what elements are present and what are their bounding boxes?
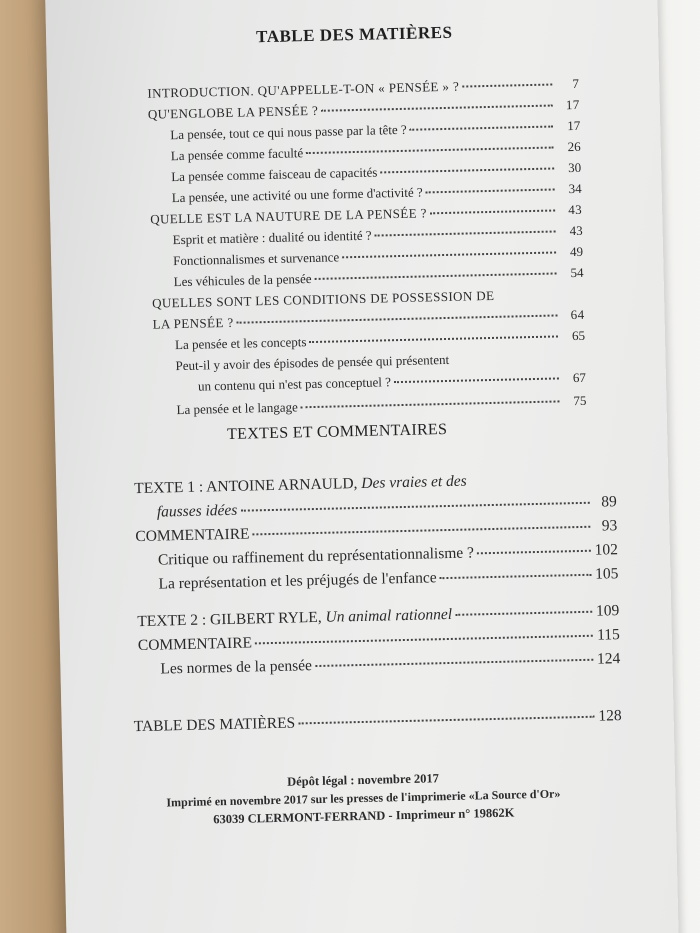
leader-dots bbox=[342, 250, 556, 258]
toc-entry-text: INTRODUCTION. QU'APPELLE-T-ON « PENSÉE » ? bbox=[147, 78, 460, 101]
toc-entry-page: 89 bbox=[601, 493, 617, 511]
toc-entry-page: 109 bbox=[595, 602, 620, 620]
toc-entry-text: Critique ou raffinement du représentationnalisme ? bbox=[157, 544, 475, 569]
toc-entry-text: Peut-il y avoir des épisodes de pensée qui présentent bbox=[175, 351, 450, 374]
leader-dots bbox=[375, 229, 556, 236]
toc-entry-page: 26 bbox=[567, 138, 581, 155]
leader-dots bbox=[430, 208, 555, 214]
toc-entry-page: 105 bbox=[594, 565, 619, 583]
toc-entry-text: QUELLES SONT LES CONDITIONS DE POSSESSION DE bbox=[151, 287, 495, 311]
toc-entry-text: La pensée et les concepts bbox=[174, 334, 307, 353]
leader-dots bbox=[253, 525, 591, 536]
toc-entry-page: 49 bbox=[569, 243, 584, 260]
book-page bbox=[45, 0, 679, 933]
toc-entry-page: 124 bbox=[596, 650, 621, 668]
toc-entry bbox=[173, 265, 583, 290]
toc-entry-page: 17 bbox=[565, 96, 580, 113]
leader-dots bbox=[255, 634, 593, 645]
toc-entry-page: 43 bbox=[569, 222, 583, 239]
commentary-1-label: COMMENTAIRE bbox=[135, 525, 250, 546]
leader-dots bbox=[315, 658, 593, 667]
toc-entry-text: La représentation et les préjugés de l'enfance bbox=[158, 569, 437, 593]
toc-entry-page: 128 bbox=[598, 707, 622, 725]
toc-entry bbox=[175, 328, 585, 353]
toc-entry bbox=[158, 541, 618, 569]
toc-entry-page: 17 bbox=[567, 117, 581, 134]
section-heading: TEXTES ET COMMENTAIRES bbox=[226, 420, 448, 443]
toc-entry-text: Les normes de la pensée bbox=[160, 657, 313, 678]
leader-dots bbox=[410, 125, 554, 131]
toc-entry bbox=[198, 370, 586, 395]
toc-entry-text: La pensée comme faculté bbox=[170, 145, 304, 164]
toc-entry-text: un contenu qui n'est pas conceptuel ? bbox=[197, 374, 392, 394]
toc-entry bbox=[176, 393, 586, 418]
toc-entry bbox=[134, 707, 622, 736]
toc-entry-text: Les véhicules de la pensée bbox=[173, 271, 312, 290]
leader-dots bbox=[394, 376, 559, 383]
toc-entry-page: 43 bbox=[568, 201, 583, 218]
leader-dots bbox=[306, 145, 554, 154]
toc-entry-page: 115 bbox=[596, 626, 620, 644]
printer-address: 63039 CLERMONT-FERRAND - Imprimeur n° 19862K bbox=[213, 805, 515, 827]
toc-entry-text: La pensée et le langage bbox=[176, 399, 298, 418]
page-title: TABLE DES MATIÈRES bbox=[255, 22, 453, 47]
leader-dots bbox=[301, 399, 560, 408]
toc-entry bbox=[160, 650, 620, 678]
toc-self-label: TABLE DES MATIÈRES bbox=[133, 714, 296, 736]
text-2-label: TEXTE 2 : GILBERT RYLE, bbox=[137, 608, 322, 631]
legal-deposit: Dépôt légal : novembre 2017 bbox=[286, 771, 440, 789]
toc-entry bbox=[137, 602, 619, 631]
toc-entry-text: QU'ENGLOBE LA PENSÉE ? bbox=[147, 102, 319, 122]
toc-entry-text: Fonctionnalismes et survenance bbox=[173, 249, 340, 269]
leader-dots bbox=[462, 83, 552, 88]
toc-entry bbox=[138, 626, 620, 655]
text-1-title: Des vraies et des bbox=[361, 472, 467, 492]
toc-entry-page: 54 bbox=[570, 264, 584, 281]
leader-dots bbox=[298, 715, 594, 725]
toc-entry bbox=[135, 517, 617, 546]
toc-entry-text: Esprit et matière : dualité ou identité ? bbox=[172, 227, 372, 248]
toc-entry-page: 34 bbox=[568, 180, 582, 197]
commentary-2-label: COMMENTAIRE bbox=[137, 634, 253, 655]
toc-entry bbox=[157, 493, 617, 521]
toc-entry-page: 67 bbox=[572, 369, 587, 386]
toc-entry-text: QUELLE EST LA NAUTURE DE LA PENSÉE ? bbox=[150, 205, 427, 227]
leader-dots bbox=[321, 104, 553, 112]
toc-entry-text: La pensée comme faisceau de capacités bbox=[171, 164, 378, 185]
text-1-label: TEXTE 1 : ANTOINE ARNAULD, bbox=[134, 475, 358, 498]
toc-entry-page: 75 bbox=[573, 392, 587, 409]
text-1-title-cont: fausses idées bbox=[156, 501, 238, 521]
text-1-heading bbox=[134, 473, 467, 499]
toc-entry-page: 65 bbox=[571, 327, 586, 344]
toc-entry-text: La pensée, tout ce qui nous passe par la tête ? bbox=[170, 121, 407, 143]
toc-entry-page: 7 bbox=[572, 75, 580, 92]
toc-entry-page: 102 bbox=[594, 541, 619, 559]
printer-info: Imprimé en novembre 2017 sur les presses de l'imprimerie «La Source d'Or» bbox=[166, 786, 561, 810]
toc-entry-text: LA PENSÉE ? bbox=[152, 314, 234, 332]
leader-dots bbox=[309, 334, 558, 343]
toc-entry bbox=[158, 565, 618, 593]
toc-entry-page: 93 bbox=[601, 517, 618, 535]
leader-dots bbox=[237, 313, 558, 323]
toc-entry-page: 30 bbox=[567, 159, 582, 176]
text-2-title: Un animal rationnel bbox=[325, 605, 453, 626]
leader-dots bbox=[477, 549, 591, 555]
leader-dots bbox=[380, 166, 554, 173]
leader-dots bbox=[426, 187, 555, 193]
toc-entry-page: 64 bbox=[570, 306, 585, 323]
leader-dots bbox=[314, 271, 556, 279]
leader-dots bbox=[440, 573, 592, 579]
leader-dots bbox=[240, 501, 589, 512]
leader-dots bbox=[455, 610, 592, 616]
toc-entry-text: La pensée, une activité ou une forme d'activité ? bbox=[171, 184, 423, 206]
